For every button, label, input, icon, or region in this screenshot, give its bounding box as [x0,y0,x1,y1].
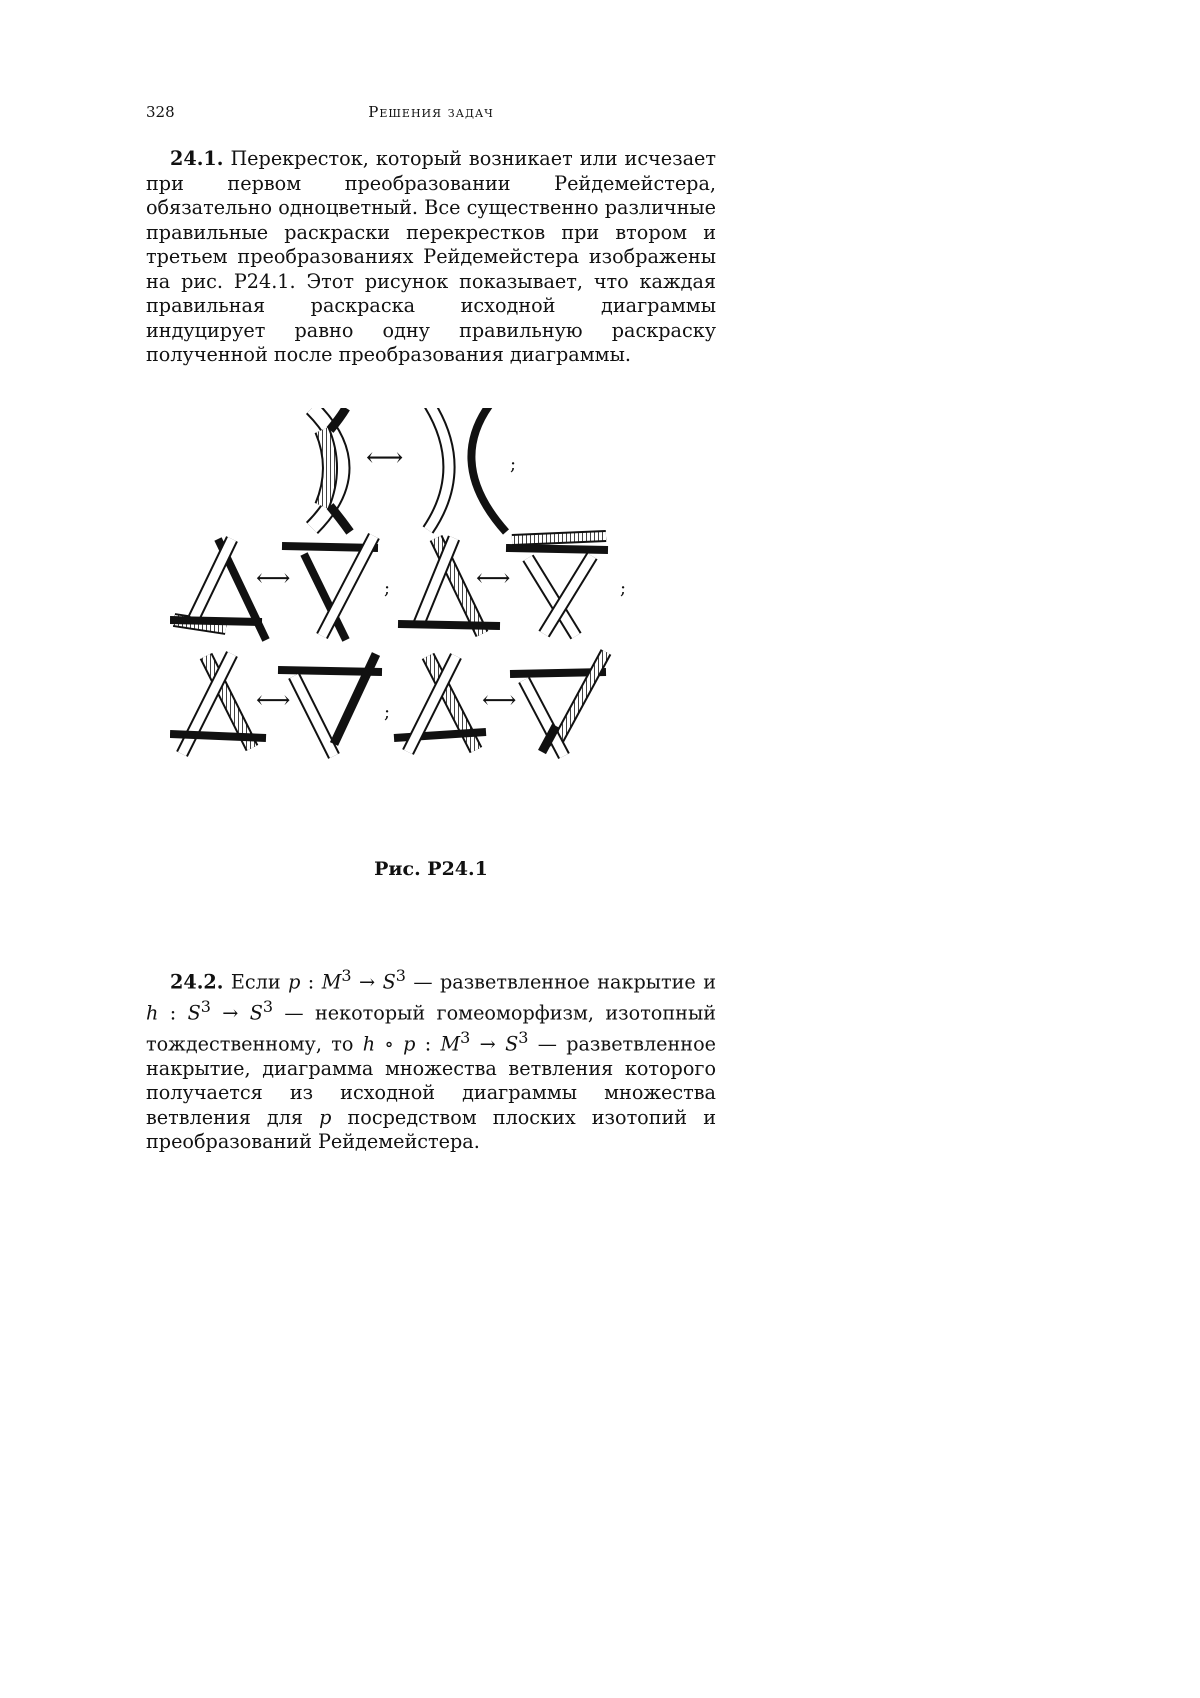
math-p: p [403,1032,416,1056]
math-p: p [319,1105,332,1129]
arrow-icon: ⟷ [256,564,291,592]
text-run: → [210,1001,250,1025]
separator: ; [384,702,391,723]
math-p: p [288,970,301,994]
figure-caption: Рис. P24.1 [374,858,488,880]
row-2-moves [170,536,626,640]
math-exponent: 3 [200,996,211,1016]
arrow-icon: ⟷ [482,686,517,714]
running-header [146,100,716,124]
separator: ; [384,578,391,599]
text-run: : [415,1032,441,1056]
black-arc-right [471,408,506,532]
solution-number: 24.1. [170,147,224,170]
math-S: S [382,970,396,994]
solution-number: 24.2. [170,970,224,994]
separator: ; [620,578,627,599]
solution-text: Перекресток, который возникает или исчезает при первом преобразовании Рейдемейстера, обязательно одноцветный. Все существенно различные правильные раскраски перекрестков при втором и третьем преобразованиях Рейдемейстера изображены на рис. P24.1. Этот рисунок показывает, что каждая правильная раскраска исходной диаграммы индуцирует равно одну правильную раскраску полученной после преобразования диаграммы. [146,147,716,366]
arrow-icon: ⟷ [476,564,511,592]
solution-24-1-paragraph [146,147,716,368]
black-arc-left-bottom [330,506,350,532]
math-compose: ∘ [375,1032,404,1056]
math-S: S [249,1001,263,1025]
page-number: 328 [146,103,175,121]
text-run: — разветвленное накрытие, диаграмма множества ветвления которого получается из исходной диаграммы множества ветвления для [146,1032,716,1129]
text-run: → [351,970,383,994]
math-S: S [505,1032,519,1056]
math-exponent: 3 [395,966,406,985]
text-run: : [300,970,322,994]
black-bar [170,734,266,738]
reidemeister-moves-illustration [170,408,690,843]
arrow-icon: ⟷ [366,443,404,473]
text-run: — некоторый гомеоморфизм, изотопный тождественному, то [146,1001,716,1056]
text-run: : [158,1001,188,1025]
math-M: M [321,970,342,994]
math-h: h [362,1032,376,1056]
running-title: Решения задач [368,103,494,121]
separator: ; [510,454,517,475]
math-h: h [146,1001,159,1025]
row-1-move [312,408,516,532]
black-bar [170,620,262,622]
black-bar [398,624,500,626]
math-exponent: 3 [262,996,274,1016]
math-M: M [440,1032,461,1056]
math-exponent: 3 [341,966,352,985]
text-run: посредством плоских изотопий и преобразований Рейдемейстера. [146,1105,716,1154]
figure-p24-1 [170,408,690,843]
arrow-icon: ⟷ [256,686,291,714]
solution-24-2-paragraph [146,964,716,1155]
black-bar [506,548,608,550]
row-3-moves [170,652,606,756]
math-exponent: 3 [518,1027,529,1047]
text-run: → [470,1032,506,1056]
math-S: S [187,1001,201,1025]
math-exponent: 3 [460,1027,471,1047]
text-run: Если [230,970,289,994]
text-run: — разветвленное накрытие и [405,970,716,994]
